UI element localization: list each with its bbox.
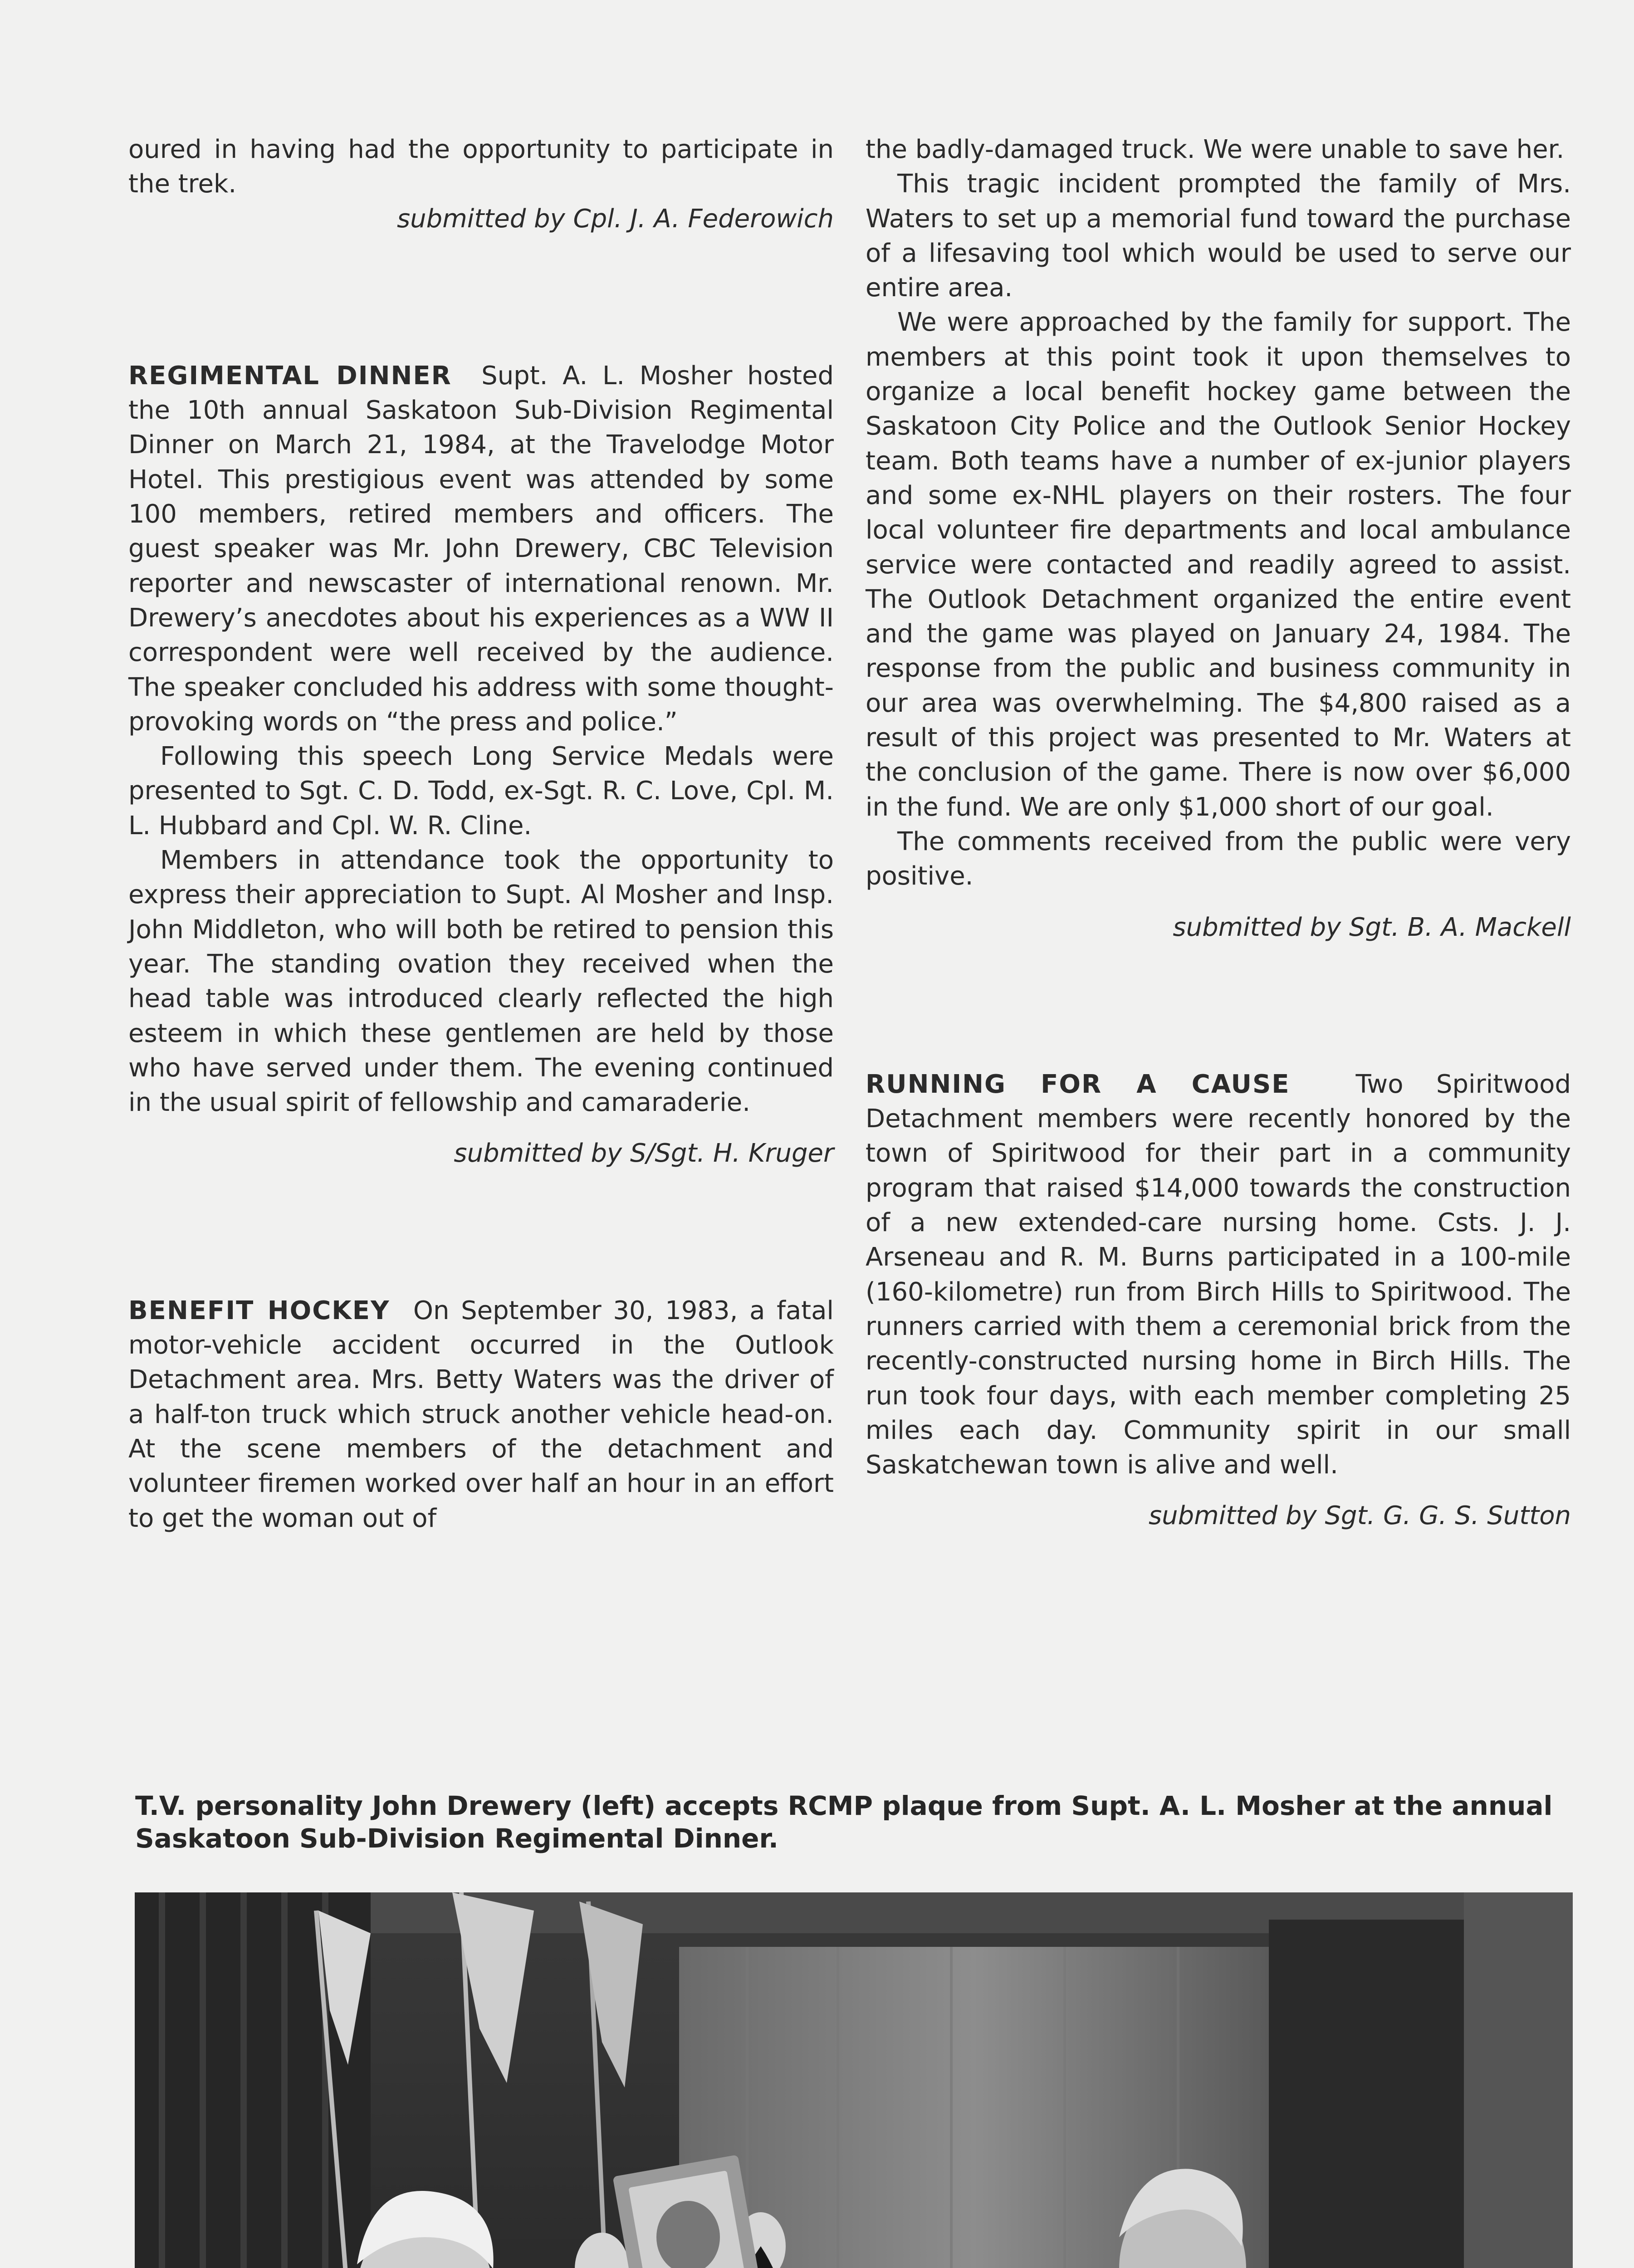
benefit-hockey-p1-cont: the badly-damaged truck. We were unable to save her.: [866, 135, 1565, 164]
benefit-hockey-p3: We were approached by the family for support. The members at this point took it upon themselves to organize a local benefit hockey game between the Saskatoon City Police and the Outlook Senior Hockey team. Both teams have a number of ex-junior players and some ex-NHL players on their rosters. The four local volunteer fire departments and local ambulance service were contacted and readily agreed to assist. The Outlook Detachment organized the entire event and the game was played on January 24, 1984. The response from the public and business community in our area was overwhelming. The $4,800 raised as a result of this project was presented to Mr. Waters at the conclusion of the game. There is now over $6,000 in the fund. We are only $1,000 short of our goal.: [866, 308, 1571, 822]
signature-federowich: submitted by Cpl. J. A. Federowich: [397, 204, 834, 234]
regimental-dinner-p2: Following this speech Long Service Medals were presented to Sgt. C. D. Todd, ex-Sgt. R. C. Love, Cpl. M. L. Hubbard and Cpl. W. R. Cline.: [128, 742, 834, 841]
regimental-dinner-heading: REGIMENTAL DINNER: [128, 361, 452, 391]
dinner-photo-illustration: [135, 1892, 1573, 2268]
running-cause-p1-text: Two Spiritwood Detachment members were recently honored by the town of Spiritwood for their part in a community program that raised $14,000 towards the construction of a new extended-care nursing home. Csts. J. J. Arseneau and R. M. Burns participated in a 100-mile (160-kilometre) run from Birch Hills to Spiritwood. The runners carried with them a ceremonial brick from the recently-constructed nursing home in Birch Hills. The run took four days, with each member completing 25 miles each day. Community spirit in our small Saskatchewan town is alive and well.: [866, 1069, 1571, 1480]
running-cause-p1: [866, 1067, 1571, 1483]
benefit-hockey-p4: The comments received from the public were very positive.: [866, 826, 1571, 891]
dinner-photo: [135, 1892, 1573, 2268]
regimental-dinner-p1: [128, 359, 834, 739]
benefit-hockey-p1-text: On September 30, 1983, a fatal motor-vehicle accident occurred in the Outlook Detachment area. Mrs. Betty Waters was the driver of a half-ton truck which struck another vehicle head-on. At the scene members of the detachment and volunteer firemen worked over half an hour in an effort to get the woman out of: [128, 1295, 834, 1533]
signature-mackell: submitted by Sgt. B. A. Mackell: [1173, 912, 1571, 942]
benefit-hockey-p1: [128, 1294, 834, 1536]
signature-kruger: submitted by S/Sgt. H. Kruger: [454, 1139, 834, 1168]
intro-paragraph: oured in having had the opportunity to participate in the trek.: [128, 135, 834, 199]
left-column: [128, 132, 834, 1536]
signature-sutton: submitted by Sgt. G. G. S. Sutton: [1148, 1501, 1571, 1531]
running-cause-heading: RUNNING FOR A CAUSE: [866, 1069, 1290, 1099]
benefit-hockey-p2: This tragic incident prompted the family of Mrs. Waters to set up a memorial fund toward the purchase of a lifesaving tool which would be used to serve our entire area.: [866, 169, 1571, 303]
right-column: [866, 132, 1571, 1534]
regimental-dinner-p3: Members in attendance took the opportunity to express their appreciation to Supt. Al Mosher and Insp. John Middleton, who will both be retired to pension this year. The standing ovation they received when the head table was introduced clearly reflected the high esteem in which these gentlemen are held by those who have served under them. The evening continued in the usual spirit of fellowship and camaraderie.: [128, 846, 834, 1118]
photo-caption: T.V. personality John Drewery (left) accepts RCMP plaque from Supt. A. L. Mosher at the annual Saskatoon Sub-Division Regimental Dinner.: [135, 1790, 1553, 1854]
regimental-dinner-p1-text: Supt. A. L. Mosher hosted the 10th annual Saskatoon Sub-Division Regimental Dinner on March 21, 1984, at the Travelodge Motor Hotel. This prestigious event was attended by some 100 members, retired members and officers. The guest speaker was Mr. John Drewery, CBC Television reporter and newscaster of international renown. Mr. Drewery’s anecdotes about his experiences as a WW II correspondent were well received by the audience. The speaker concluded his address with some thought-provoking words on “the press and police.”: [128, 361, 834, 737]
benefit-hockey-heading: BENEFIT HOCKEY: [128, 1295, 390, 1325]
